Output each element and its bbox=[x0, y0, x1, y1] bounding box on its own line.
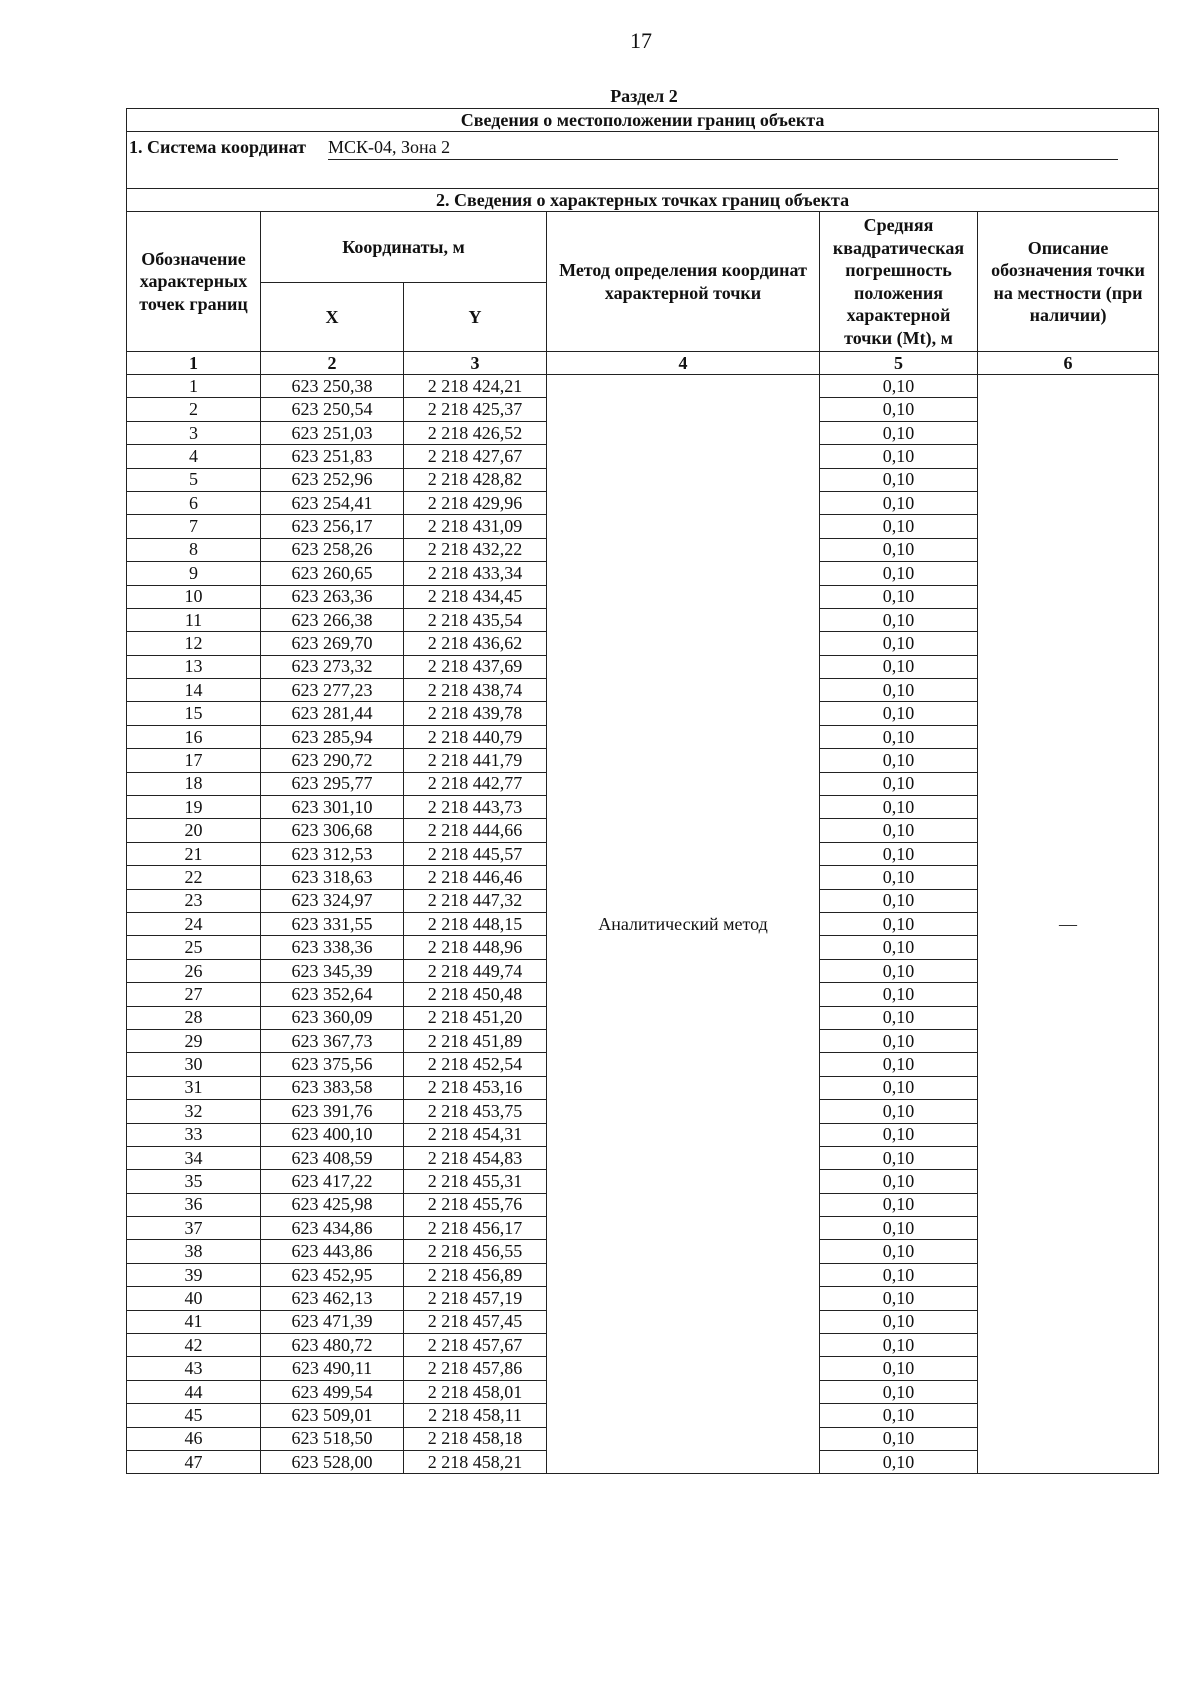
point-number-cell: 19 bbox=[127, 796, 261, 819]
x-coordinate-cell: 623 360,09 bbox=[261, 1006, 404, 1029]
error-value-cell: 0,10 bbox=[820, 1170, 978, 1193]
error-value-cell: 0,10 bbox=[820, 1334, 978, 1357]
x-coordinate-cell: 623 251,83 bbox=[261, 445, 404, 468]
y-coordinate-cell: 2 218 435,54 bbox=[404, 608, 547, 631]
header-error: Средняя квадратическая погрешность положения характерной точки (Mt), м bbox=[820, 212, 978, 352]
error-value-cell: 0,10 bbox=[820, 1217, 978, 1240]
header-y: Y bbox=[404, 283, 547, 352]
x-coordinate-cell: 623 443,86 bbox=[261, 1240, 404, 1263]
y-coordinate-cell: 2 218 457,19 bbox=[404, 1287, 547, 1310]
header-method: Метод определения координат характерной точки bbox=[547, 212, 820, 352]
y-coordinate-cell: 2 218 442,77 bbox=[404, 772, 547, 795]
y-coordinate-cell: 2 218 453,16 bbox=[404, 1076, 547, 1099]
point-number-cell: 34 bbox=[127, 1146, 261, 1169]
y-coordinate-cell: 2 218 445,57 bbox=[404, 842, 547, 865]
error-value-cell: 0,10 bbox=[820, 655, 978, 678]
error-value-cell: 0,10 bbox=[820, 562, 978, 585]
x-coordinate-cell: 623 281,44 bbox=[261, 702, 404, 725]
x-coordinate-cell: 623 417,22 bbox=[261, 1170, 404, 1193]
x-coordinate-cell: 623 338,36 bbox=[261, 936, 404, 959]
error-value-cell: 0,10 bbox=[820, 1006, 978, 1029]
point-number-cell: 26 bbox=[127, 959, 261, 982]
x-coordinate-cell: 623 471,39 bbox=[261, 1310, 404, 1333]
error-value-cell: 0,10 bbox=[820, 1123, 978, 1146]
x-coordinate-cell: 623 252,96 bbox=[261, 468, 404, 491]
error-value-cell: 0,10 bbox=[820, 1029, 978, 1052]
x-coordinate-cell: 623 324,97 bbox=[261, 889, 404, 912]
x-coordinate-cell: 623 301,10 bbox=[261, 796, 404, 819]
y-coordinate-cell: 2 218 427,67 bbox=[404, 445, 547, 468]
x-coordinate-cell: 623 312,53 bbox=[261, 842, 404, 865]
error-value-cell: 0,10 bbox=[820, 1287, 978, 1310]
y-coordinate-cell: 2 218 444,66 bbox=[404, 819, 547, 842]
point-number-cell: 40 bbox=[127, 1287, 261, 1310]
point-number-cell: 32 bbox=[127, 1100, 261, 1123]
x-coordinate-cell: 623 295,77 bbox=[261, 772, 404, 795]
point-number-cell: 6 bbox=[127, 491, 261, 514]
error-value-cell: 0,10 bbox=[820, 1146, 978, 1169]
y-coordinate-cell: 2 218 433,34 bbox=[404, 562, 547, 585]
error-value-cell: 0,10 bbox=[820, 796, 978, 819]
x-coordinate-cell: 623 266,38 bbox=[261, 608, 404, 631]
error-value-cell: 0,10 bbox=[820, 515, 978, 538]
column-number-6: 6 bbox=[978, 352, 1159, 375]
error-value-cell: 0,10 bbox=[820, 749, 978, 772]
point-number-cell: 31 bbox=[127, 1076, 261, 1099]
error-value-cell: 0,10 bbox=[820, 702, 978, 725]
point-number-cell: 47 bbox=[127, 1450, 261, 1473]
page-number: 17 bbox=[630, 28, 652, 53]
error-value-cell: 0,10 bbox=[820, 772, 978, 795]
y-coordinate-cell: 2 218 431,09 bbox=[404, 515, 547, 538]
error-value-cell: 0,10 bbox=[820, 398, 978, 421]
y-coordinate-cell: 2 218 448,96 bbox=[404, 936, 547, 959]
x-coordinate-cell: 623 452,95 bbox=[261, 1263, 404, 1286]
x-coordinate-cell: 623 254,41 bbox=[261, 491, 404, 514]
error-value-cell: 0,10 bbox=[820, 1404, 978, 1427]
error-value-cell: 0,10 bbox=[820, 959, 978, 982]
point-number-cell: 9 bbox=[127, 562, 261, 585]
y-coordinate-cell: 2 218 441,79 bbox=[404, 749, 547, 772]
point-number-cell: 12 bbox=[127, 632, 261, 655]
point-number-cell: 28 bbox=[127, 1006, 261, 1029]
column-number-2: 2 bbox=[261, 352, 404, 375]
description-cell: — bbox=[978, 375, 1159, 1474]
x-coordinate-cell: 623 352,64 bbox=[261, 983, 404, 1006]
point-number-cell: 46 bbox=[127, 1427, 261, 1450]
x-coordinate-cell: 623 318,63 bbox=[261, 866, 404, 889]
x-coordinate-cell: 623 285,94 bbox=[261, 725, 404, 748]
x-coordinate-cell: 623 383,58 bbox=[261, 1076, 404, 1099]
point-number-cell: 13 bbox=[127, 655, 261, 678]
point-number-cell: 27 bbox=[127, 983, 261, 1006]
x-coordinate-cell: 623 528,00 bbox=[261, 1450, 404, 1473]
y-coordinate-cell: 2 218 456,17 bbox=[404, 1217, 547, 1240]
y-coordinate-cell: 2 218 457,67 bbox=[404, 1334, 547, 1357]
point-number-cell: 4 bbox=[127, 445, 261, 468]
column-number-5: 5 bbox=[820, 352, 978, 375]
header-coordinates: Координаты, м bbox=[261, 212, 547, 283]
y-coordinate-cell: 2 218 455,31 bbox=[404, 1170, 547, 1193]
error-value-cell: 0,10 bbox=[820, 725, 978, 748]
error-value-cell: 0,10 bbox=[820, 1053, 978, 1076]
x-coordinate-cell: 623 263,36 bbox=[261, 585, 404, 608]
error-value-cell: 0,10 bbox=[820, 585, 978, 608]
x-coordinate-cell: 623 490,11 bbox=[261, 1357, 404, 1380]
y-coordinate-cell: 2 218 443,73 bbox=[404, 796, 547, 819]
error-value-cell: 0,10 bbox=[820, 632, 978, 655]
point-number-cell: 18 bbox=[127, 772, 261, 795]
y-coordinate-cell: 2 218 428,82 bbox=[404, 468, 547, 491]
point-number-cell: 43 bbox=[127, 1357, 261, 1380]
error-value-cell: 0,10 bbox=[820, 1193, 978, 1216]
x-coordinate-cell: 623 290,72 bbox=[261, 749, 404, 772]
point-number-cell: 37 bbox=[127, 1217, 261, 1240]
point-number-cell: 30 bbox=[127, 1053, 261, 1076]
y-coordinate-cell: 2 218 451,20 bbox=[404, 1006, 547, 1029]
y-coordinate-cell: 2 218 452,54 bbox=[404, 1053, 547, 1076]
section-title: Раздел 2 bbox=[610, 86, 678, 106]
error-value-cell: 0,10 bbox=[820, 1357, 978, 1380]
x-coordinate-cell: 623 408,59 bbox=[261, 1146, 404, 1169]
point-number-cell: 22 bbox=[127, 866, 261, 889]
x-coordinate-cell: 623 518,50 bbox=[261, 1427, 404, 1450]
x-coordinate-cell: 623 375,56 bbox=[261, 1053, 404, 1076]
y-coordinate-cell: 2 218 458,21 bbox=[404, 1450, 547, 1473]
error-value-cell: 0,10 bbox=[820, 889, 978, 912]
y-coordinate-cell: 2 218 437,69 bbox=[404, 655, 547, 678]
x-coordinate-cell: 623 434,86 bbox=[261, 1217, 404, 1240]
table-main-title: Сведения о местоположении границ объекта bbox=[127, 109, 1159, 132]
point-number-cell: 1 bbox=[127, 375, 261, 398]
y-coordinate-cell: 2 218 438,74 bbox=[404, 679, 547, 702]
x-coordinate-cell: 623 499,54 bbox=[261, 1380, 404, 1403]
column-number-1: 1 bbox=[127, 352, 261, 375]
x-coordinate-cell: 623 273,32 bbox=[261, 655, 404, 678]
x-coordinate-cell: 623 250,54 bbox=[261, 398, 404, 421]
point-number-cell: 24 bbox=[127, 912, 261, 935]
point-number-cell: 17 bbox=[127, 749, 261, 772]
points-title: 2. Сведения о характерных точках границ объекта bbox=[127, 189, 1159, 212]
y-coordinate-cell: 2 218 456,55 bbox=[404, 1240, 547, 1263]
x-coordinate-cell: 623 345,39 bbox=[261, 959, 404, 982]
y-coordinate-cell: 2 218 454,83 bbox=[404, 1146, 547, 1169]
error-value-cell: 0,10 bbox=[820, 912, 978, 935]
coord-system-value: МСК-04, Зона 2 bbox=[328, 138, 1118, 160]
error-value-cell: 0,10 bbox=[820, 936, 978, 959]
x-coordinate-cell: 623 480,72 bbox=[261, 1334, 404, 1357]
y-coordinate-cell: 2 218 446,46 bbox=[404, 866, 547, 889]
y-coordinate-cell: 2 218 453,75 bbox=[404, 1100, 547, 1123]
method-cell: Аналитический метод bbox=[547, 375, 820, 1474]
x-coordinate-cell: 623 250,38 bbox=[261, 375, 404, 398]
point-number-cell: 3 bbox=[127, 421, 261, 444]
x-coordinate-cell: 623 260,65 bbox=[261, 562, 404, 585]
point-number-cell: 44 bbox=[127, 1380, 261, 1403]
x-coordinate-cell: 623 306,68 bbox=[261, 819, 404, 842]
error-value-cell: 0,10 bbox=[820, 445, 978, 468]
point-number-cell: 29 bbox=[127, 1029, 261, 1052]
y-coordinate-cell: 2 218 457,86 bbox=[404, 1357, 547, 1380]
error-value-cell: 0,10 bbox=[820, 1450, 978, 1473]
y-coordinate-cell: 2 218 457,45 bbox=[404, 1310, 547, 1333]
y-coordinate-cell: 2 218 424,21 bbox=[404, 375, 547, 398]
error-value-cell: 0,10 bbox=[820, 608, 978, 631]
y-coordinate-cell: 2 218 451,89 bbox=[404, 1029, 547, 1052]
header-x: X bbox=[261, 283, 404, 352]
y-coordinate-cell: 2 218 447,32 bbox=[404, 889, 547, 912]
x-coordinate-cell: 623 251,03 bbox=[261, 421, 404, 444]
error-value-cell: 0,10 bbox=[820, 1263, 978, 1286]
point-number-cell: 38 bbox=[127, 1240, 261, 1263]
y-coordinate-cell: 2 218 434,45 bbox=[404, 585, 547, 608]
y-coordinate-cell: 2 218 456,89 bbox=[404, 1263, 547, 1286]
error-value-cell: 0,10 bbox=[820, 421, 978, 444]
coord-system-label: 1. Система координат bbox=[129, 137, 306, 157]
point-number-cell: 21 bbox=[127, 842, 261, 865]
error-value-cell: 0,10 bbox=[820, 375, 978, 398]
point-number-cell: 20 bbox=[127, 819, 261, 842]
error-value-cell: 0,10 bbox=[820, 866, 978, 889]
error-value-cell: 0,10 bbox=[820, 468, 978, 491]
y-coordinate-cell: 2 218 450,48 bbox=[404, 983, 547, 1006]
y-coordinate-cell: 2 218 449,74 bbox=[404, 959, 547, 982]
y-coordinate-cell: 2 218 448,15 bbox=[404, 912, 547, 935]
x-coordinate-cell: 623 367,73 bbox=[261, 1029, 404, 1052]
x-coordinate-cell: 623 256,17 bbox=[261, 515, 404, 538]
point-number-cell: 41 bbox=[127, 1310, 261, 1333]
point-number-cell: 16 bbox=[127, 725, 261, 748]
error-value-cell: 0,10 bbox=[820, 1076, 978, 1099]
point-number-cell: 8 bbox=[127, 538, 261, 561]
y-coordinate-cell: 2 218 426,52 bbox=[404, 421, 547, 444]
point-number-cell: 23 bbox=[127, 889, 261, 912]
error-value-cell: 0,10 bbox=[820, 842, 978, 865]
error-value-cell: 0,10 bbox=[820, 1427, 978, 1450]
point-number-cell: 35 bbox=[127, 1170, 261, 1193]
y-coordinate-cell: 2 218 432,22 bbox=[404, 538, 547, 561]
y-coordinate-cell: 2 218 458,11 bbox=[404, 1404, 547, 1427]
column-number-4: 4 bbox=[547, 352, 820, 375]
x-coordinate-cell: 623 258,26 bbox=[261, 538, 404, 561]
y-coordinate-cell: 2 218 436,62 bbox=[404, 632, 547, 655]
error-value-cell: 0,10 bbox=[820, 819, 978, 842]
y-coordinate-cell: 2 218 429,96 bbox=[404, 491, 547, 514]
error-value-cell: 0,10 bbox=[820, 1310, 978, 1333]
header-point-designation: Обозначение характерных точек границ bbox=[127, 212, 261, 352]
point-number-cell: 2 bbox=[127, 398, 261, 421]
x-coordinate-cell: 623 331,55 bbox=[261, 912, 404, 935]
error-value-cell: 0,10 bbox=[820, 1100, 978, 1123]
y-coordinate-cell: 2 218 455,76 bbox=[404, 1193, 547, 1216]
error-value-cell: 0,10 bbox=[820, 1380, 978, 1403]
point-number-cell: 15 bbox=[127, 702, 261, 725]
column-number-3: 3 bbox=[404, 352, 547, 375]
point-number-cell: 33 bbox=[127, 1123, 261, 1146]
x-coordinate-cell: 623 425,98 bbox=[261, 1193, 404, 1216]
x-coordinate-cell: 623 269,70 bbox=[261, 632, 404, 655]
x-coordinate-cell: 623 509,01 bbox=[261, 1404, 404, 1427]
y-coordinate-cell: 2 218 458,01 bbox=[404, 1380, 547, 1403]
error-value-cell: 0,10 bbox=[820, 1240, 978, 1263]
coord-system-row bbox=[127, 132, 1159, 189]
x-coordinate-cell: 623 462,13 bbox=[261, 1287, 404, 1310]
point-number-cell: 10 bbox=[127, 585, 261, 608]
table-row bbox=[127, 375, 1159, 398]
point-number-cell: 7 bbox=[127, 515, 261, 538]
boundary-table bbox=[126, 108, 1159, 1474]
error-value-cell: 0,10 bbox=[820, 538, 978, 561]
point-number-cell: 5 bbox=[127, 468, 261, 491]
point-number-cell: 36 bbox=[127, 1193, 261, 1216]
point-number-cell: 25 bbox=[127, 936, 261, 959]
y-coordinate-cell: 2 218 440,79 bbox=[404, 725, 547, 748]
point-number-cell: 42 bbox=[127, 1334, 261, 1357]
error-value-cell: 0,10 bbox=[820, 983, 978, 1006]
x-coordinate-cell: 623 400,10 bbox=[261, 1123, 404, 1146]
point-number-cell: 11 bbox=[127, 608, 261, 631]
y-coordinate-cell: 2 218 454,31 bbox=[404, 1123, 547, 1146]
error-value-cell: 0,10 bbox=[820, 679, 978, 702]
y-coordinate-cell: 2 218 458,18 bbox=[404, 1427, 547, 1450]
x-coordinate-cell: 623 277,23 bbox=[261, 679, 404, 702]
y-coordinate-cell: 2 218 425,37 bbox=[404, 398, 547, 421]
error-value-cell: 0,10 bbox=[820, 491, 978, 514]
point-number-cell: 45 bbox=[127, 1404, 261, 1427]
point-number-cell: 14 bbox=[127, 679, 261, 702]
y-coordinate-cell: 2 218 439,78 bbox=[404, 702, 547, 725]
header-description: Описание обозначения точки на местности (при наличии) bbox=[978, 212, 1159, 352]
x-coordinate-cell: 623 391,76 bbox=[261, 1100, 404, 1123]
point-number-cell: 39 bbox=[127, 1263, 261, 1286]
